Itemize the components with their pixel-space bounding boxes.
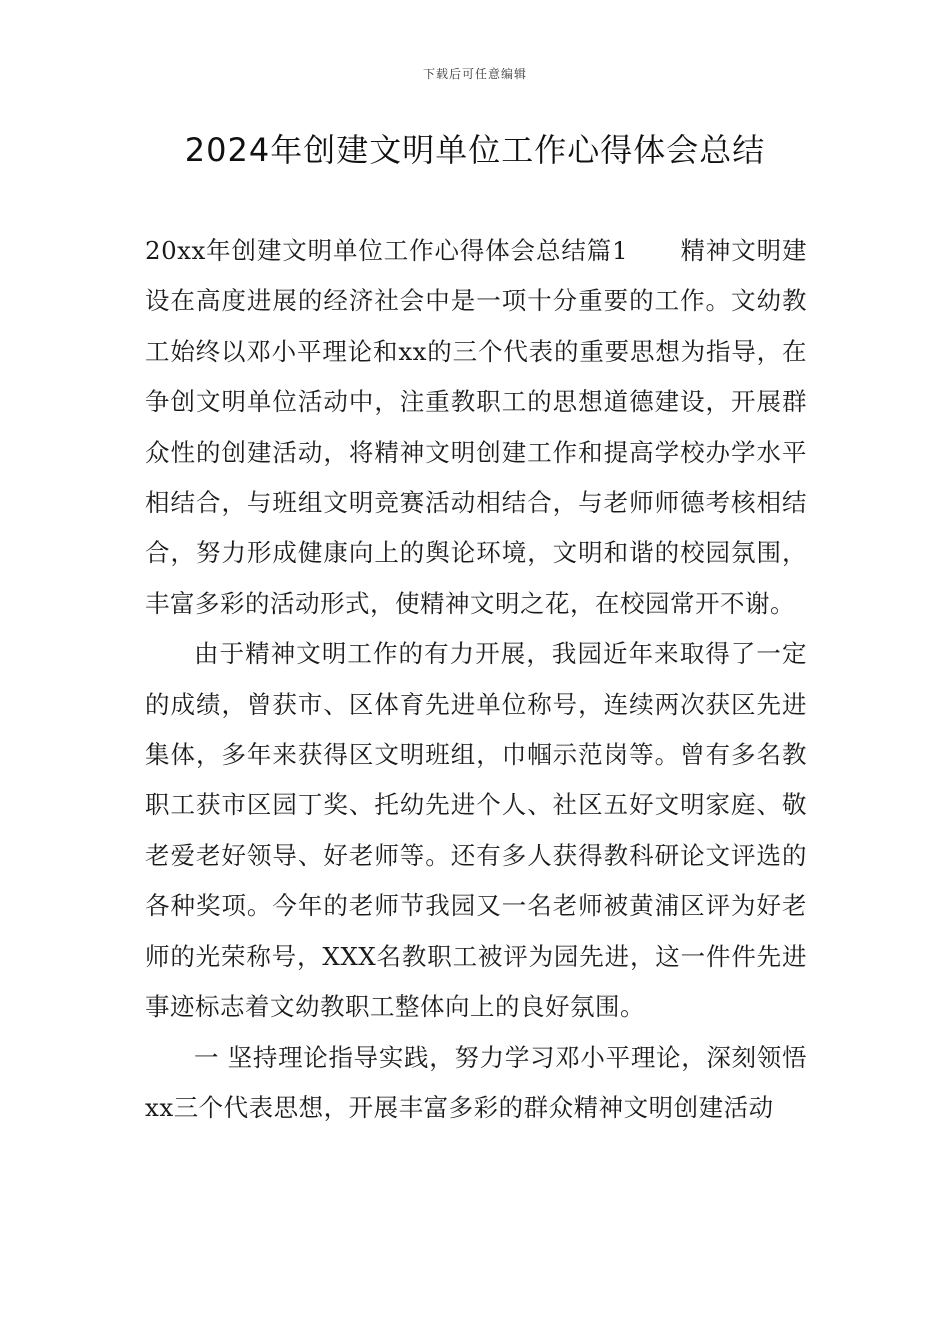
paragraph-3: 一 坚持理论指导实践，努力学习邓小平理论，深刻领悟xx三个代表思想，开展丰富多彩的群众精神文明创建活动 [145,1042,807,1122]
paragraph-2: 由于精神文明工作的有力开展，我园近年来取得了一定的成绩，曾获市、区体育先进单位称号，连续两次获区先进集体，多年来获得区文明班组，巾帼示范岗等。曾有多名教职工获市区园丁奖、托幼先进个人、社区五好文明家庭、敬老爱老好领导、好老师等。还有多人获得教科研论文评选的各种奖项。今年的老师节我园又一名老师被黄浦区评为好老师的光荣称号，XXX名教职工被评为园先进，这一件件先进事迹标志着文幼教职工整体向上的良好氛围。 [145,639,807,1022]
paragraph-1-text: 精神文明建设在高度进展的经济社会中是一项十分重要的工作。文幼教工始终以邓小平理论和xx的三个代表的重要思想为指导，在争创文明单位活动中，注重教职工的思想道德建设，开展群众性的创建活动，将精神文明创建工作和提高学校办学水平相结合，与班组文明竞赛活动相结合，与老师师德考核相结合，努力形成健康向上的舆论环境，文明和谐的校园氛围，丰富多彩的活动形式，使精神文明之花，在校园常开不谢。 [145,236,807,618]
document-body [145,226,807,1133]
document-title: 2024年创建文明单位工作心得体会总结 [184,131,766,169]
paragraph-1 [145,226,807,629]
header-note: 下载后可任意编辑 [422,67,527,81]
intro-heading: 20xx年创建文明单位工作心得体会总结篇1 [145,236,629,265]
